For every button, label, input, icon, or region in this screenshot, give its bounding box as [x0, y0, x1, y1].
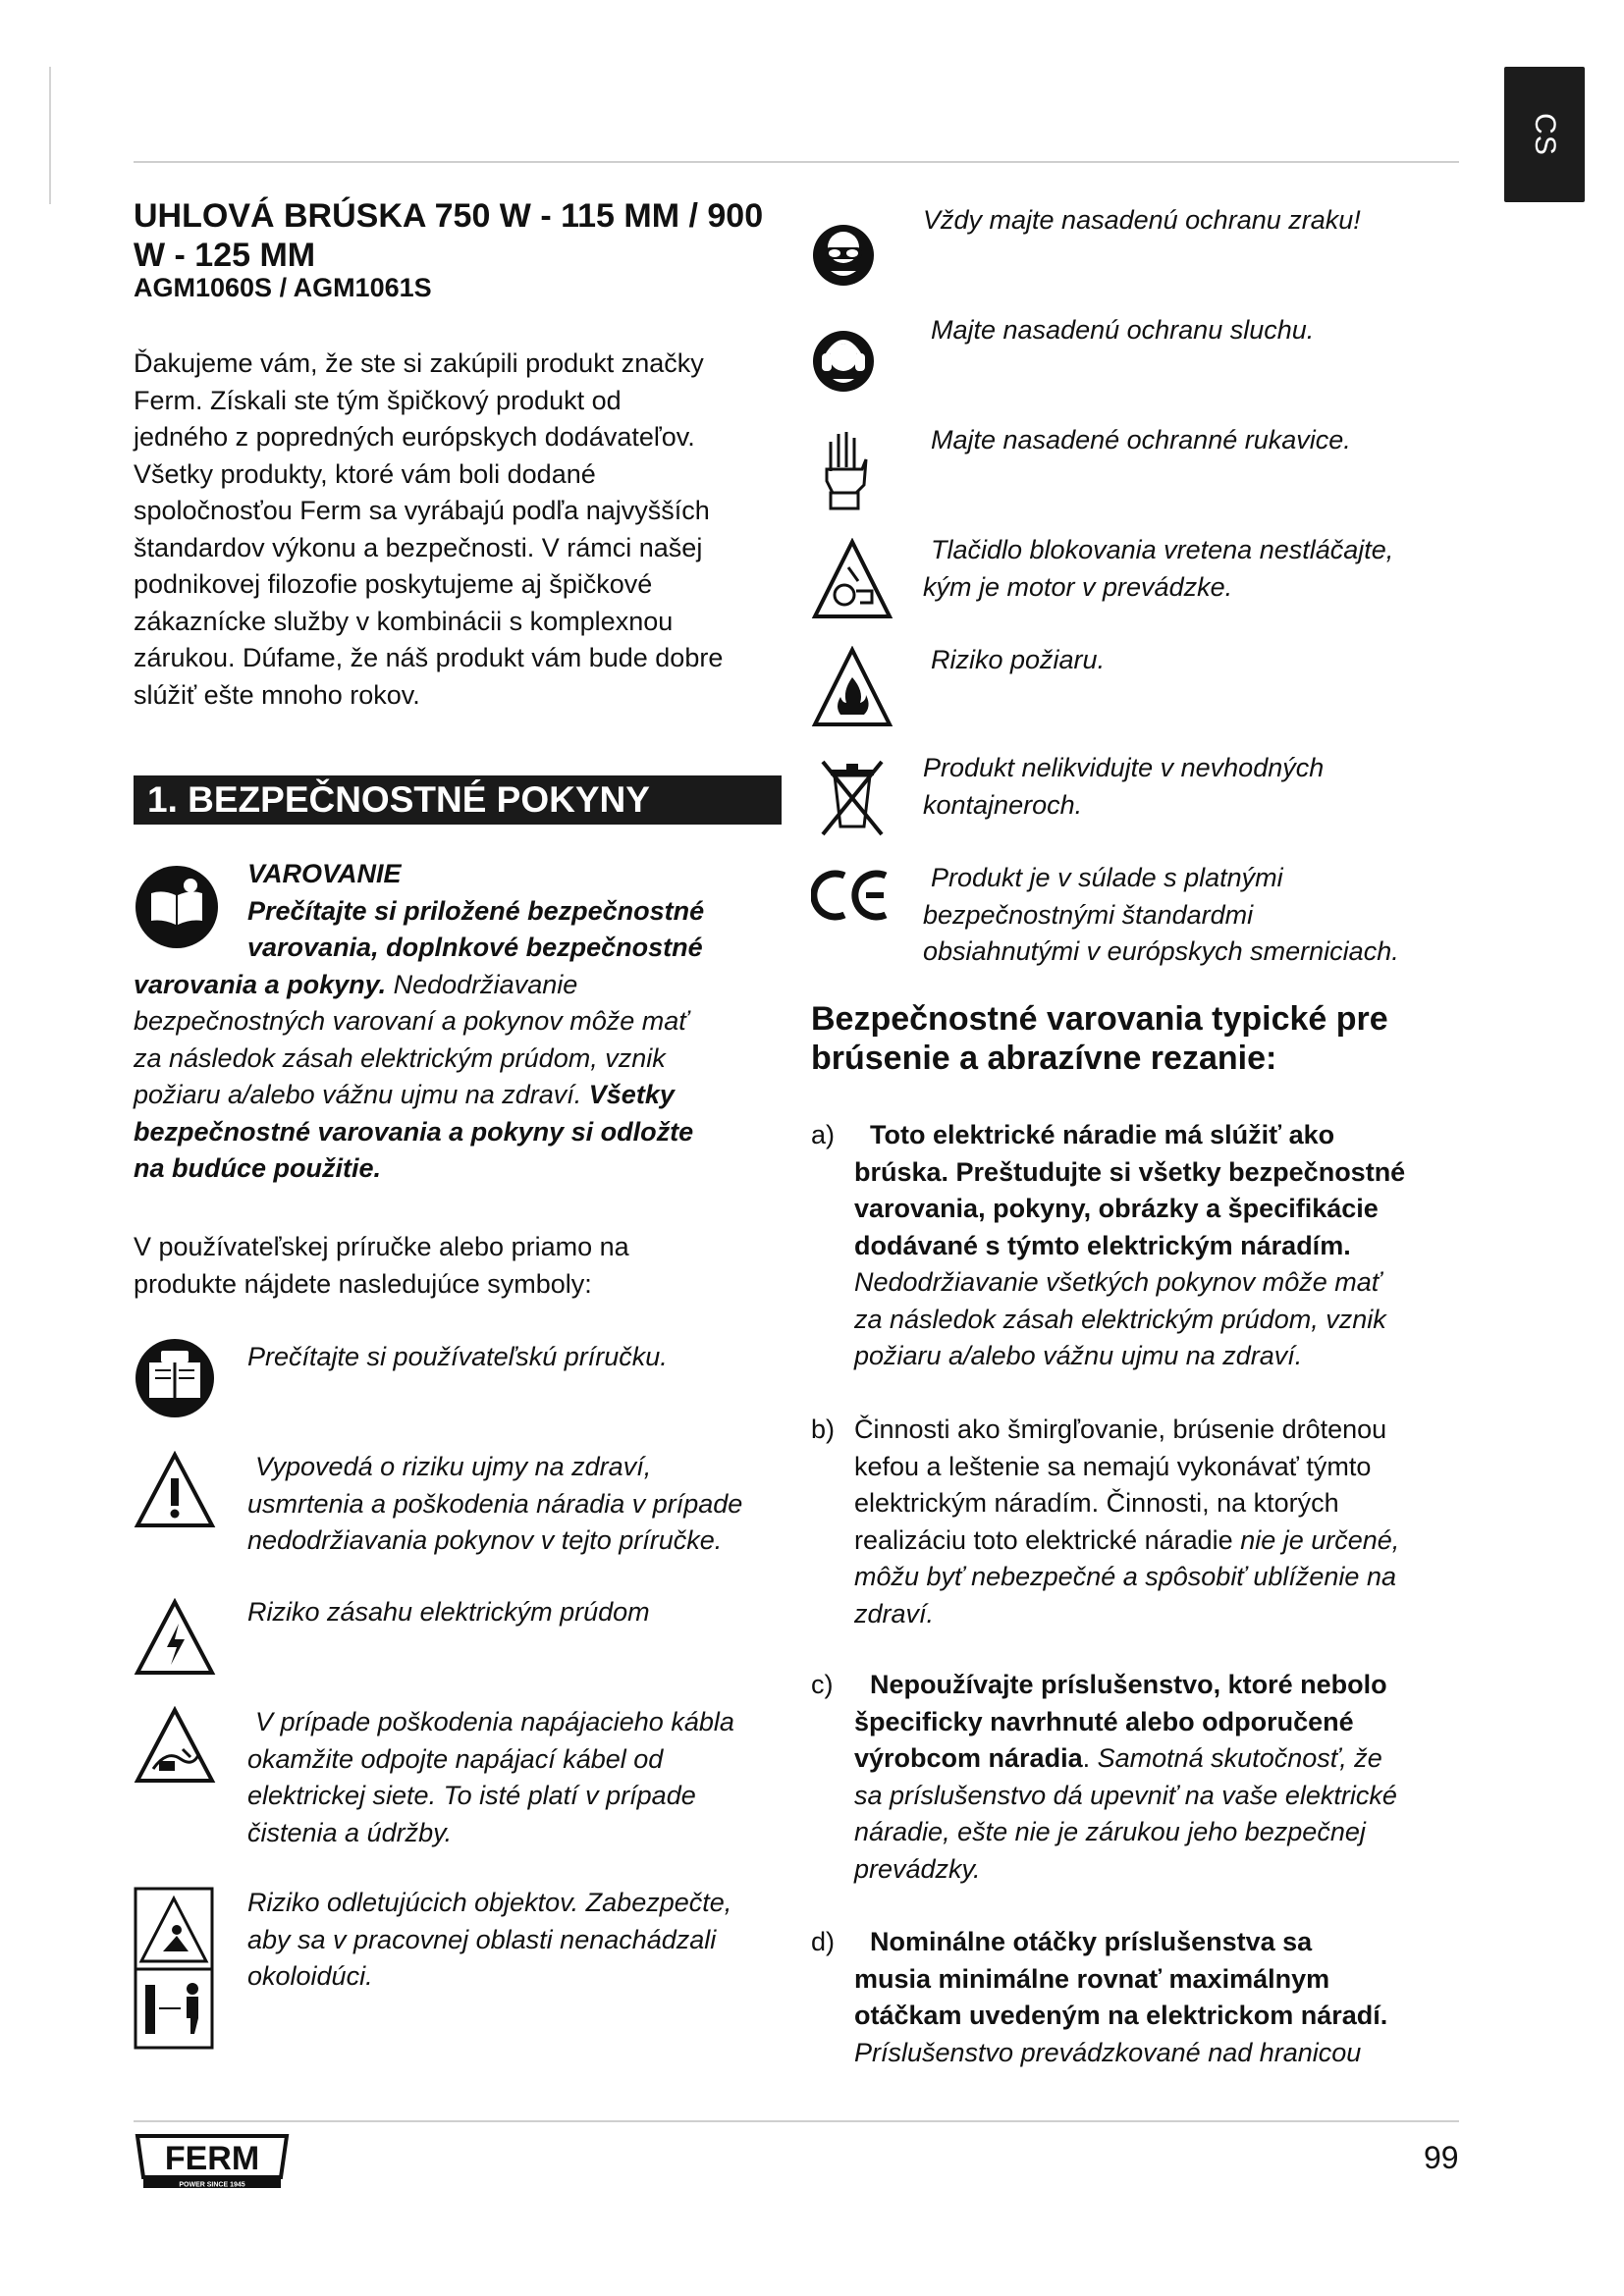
- logo-tagline: POWER SINCE 1945: [179, 2181, 245, 2189]
- symbol-text-gloves: Majte nasadené ochranné rukavice.: [931, 425, 1351, 454]
- ear-protection-icon: [811, 320, 876, 402]
- model-number: AGM1060S / AGM1061S: [134, 273, 432, 302]
- margin-line: [49, 67, 51, 204]
- electric-shock-icon: [134, 1598, 216, 1677]
- symbols-intro: V používateľskej príručke alebo priamo na produkte nájdete nasledujúce symboly:: [134, 1232, 629, 1299]
- safety-item-a: a) Toto elektrické náradie má slúžiť ako brúska. Preštudujte si všetky bezpečnostné varovania, pokyny, obrázky a špecifikácie dodávané s týmto elektrickým náradím. Nedodržiavanie všetkých pokynov môže mať za následok zásah elektrickým prúdom, vznik požiaru a/alebo vážnu ujmu na zdraví.: [811, 1120, 1406, 1370]
- right-section-heading: Bezpečnostné varovania typické pre brúsenie a abrazívne rezanie:: [811, 1000, 1388, 1077]
- symbol-text-unplug: V prípade poškodenia napájacieho kábla okamžite odpojte napájací kábel od elektrickej siete. To isté platí v prípade čistenia a údržby.: [247, 1707, 734, 1847]
- bottom-rule: [134, 2120, 1459, 2122]
- warning-triangle-icon: [134, 1451, 216, 1529]
- symbol-text-eye: Vždy majte nasadenú ochranu zraku!: [923, 205, 1361, 235]
- section-heading: 1. BEZPEČNOSTNÉ POKYNY: [134, 775, 782, 825]
- intro-paragraph: Ďakujeme vám, že ste si zakúpili produkt značky Ferm. Získali ste tým špičkový produkt od jedného z popredných európskych dodávateľov. Všetky produkty, ktoré vám boli dodané spoločnosťou Ferm sa vyrábajú podľa najvyšších štandardov výkonu a bezpečnosti. V rámci našej podnikovej filozofie poskytujeme aj špičkové zákaznícke služby v kombinácii s komplexnou zárukou. Dúfame, že náš produkt vám bude dobre slúžiť ešte mnoho rokov.: [134, 348, 724, 710]
- eye-protection-icon: [811, 214, 876, 296]
- ce-mark-icon: [811, 868, 893, 923]
- ferm-logo: [134, 2132, 291, 2189]
- page-number: 99: [1424, 2140, 1459, 2175]
- fire-hazard-icon: [811, 646, 893, 728]
- gloves-icon: [821, 428, 870, 512]
- symbol-text-ear: Majte nasadenú ochranu sluchu.: [931, 315, 1315, 345]
- symbol-text-spindle: Tlačidlo blokovania vretena nestláčajte, kým je motor v prevádzke.: [923, 535, 1394, 602]
- page-title: UHLOVÁ BRÚSKA 750 W - 115 MM / 900 W - 125 MM: [134, 197, 764, 274]
- logo-wordmark: FERM: [164, 2140, 260, 2177]
- unplug-cable-icon: [134, 1706, 216, 1785]
- top-rule: [134, 161, 1459, 163]
- warning-heading: VAROVANIE: [247, 859, 402, 888]
- flying-debris-icon: [134, 1887, 214, 2050]
- symbol-text-bin: Produkt nelikvidujte v nevhodných kontajneroch.: [923, 753, 1325, 820]
- symbol-text-electric: Riziko zásahu elektrickým prúdom: [247, 1597, 650, 1627]
- symbol-text-manual: Prečítajte si používateľskú príručku.: [247, 1342, 668, 1371]
- symbol-text-fire: Riziko požiaru.: [931, 645, 1106, 674]
- safety-item-b: b) Činnosti ako šmirgľovanie, brúsenie drôtenou kefou a leštenie sa nemajú vykonávať týmto elektrickým náradím. Činnosti, na ktorých realizáciu toto elektrické náradie nie je určené, môžu byť nebezpečné a spôsobiť ublíženie na zdraví.: [811, 1415, 1400, 1629]
- spindle-lock-warning-icon: [811, 538, 893, 620]
- manual-book-icon: [134, 1337, 216, 1419]
- language-tab: [1504, 67, 1585, 202]
- language-tab-label: CS: [1529, 113, 1561, 156]
- safety-item-d: d) Nominálne otáčky príslušenstva sa musia minimálne rovnať maximálnym otáčkam uvedeným na elektrickom náradí. Príslušenstvo prevádzkované nad hranicou: [811, 1927, 1388, 2067]
- symbol-text-warning: Vypovedá o riziku ujmy na zdraví, usmrtenia a poškodenia náradia v prípade nedodržiavania pokynov v tejto príručke.: [247, 1452, 743, 1555]
- warning-block: VAROVANIE Prečítajte si priložené bezpečnostné varovania, doplnkové bezpečnostné varovania a pokyny. Nedodržiavanie bezpečnostných varovaní a pokynov môže mať za následok zásah elektrickým prúdom, vznik požiaru a/alebo vážnu ujmu na zdraví. Všetky bezpečnostné varovania a pokyny si odložte na budúce použitie.: [134, 856, 791, 1188]
- safety-item-c: c) Nepoužívajte príslušenstvo, ktoré nebolo špecificky navrhnuté alebo odporučené výrobcom náradia. Samotná skutočnosť, že sa príslušenstvo dá upevniť na vaše elektrické náradie, ešte nie je zárukou jeho bezpečnej prevádzky.: [811, 1670, 1397, 1884]
- crossed-bin-icon: [815, 756, 890, 838]
- symbol-text-ce: Produkt je v súlade s platnými bezpečnostnými štandardmi obsiahnutými v európskych smerniciach.: [923, 863, 1399, 966]
- symbol-text-debris: Riziko odletujúcich objektov. Zabezpečte, aby sa v pracovnej oblasti nenachádzali okoloidúci.: [247, 1888, 732, 1991]
